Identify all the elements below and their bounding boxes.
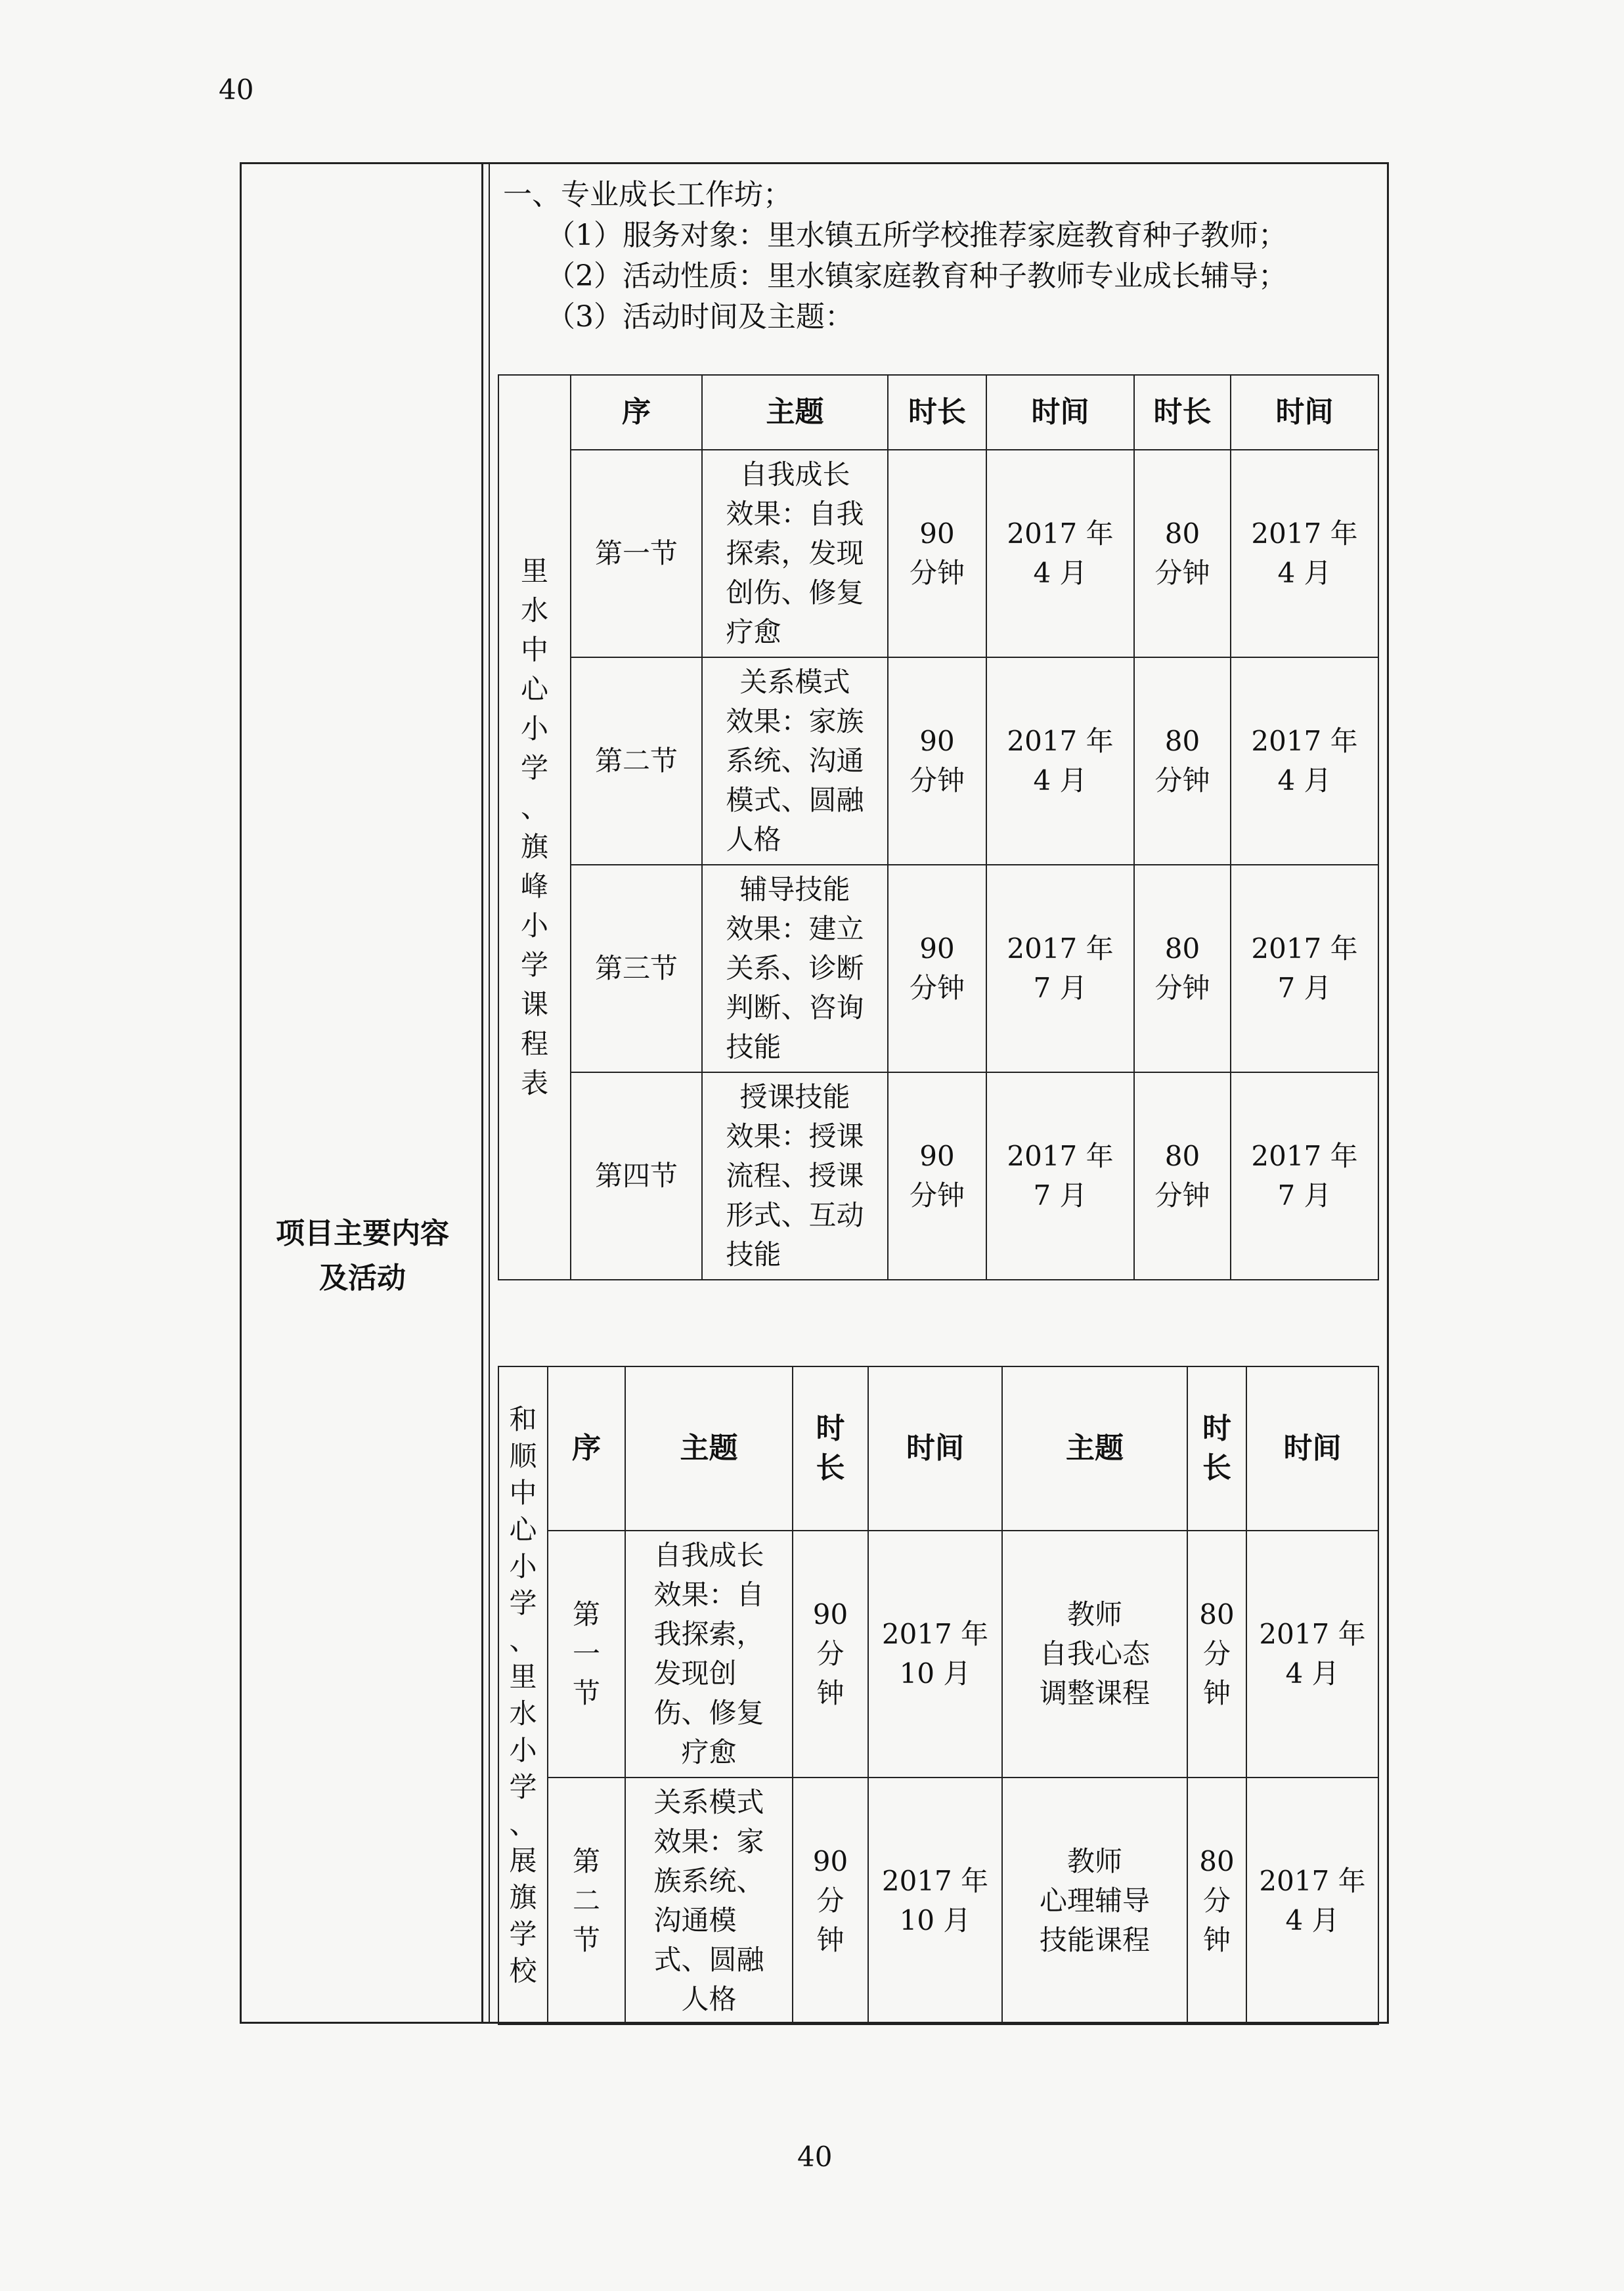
topic-line: 沟通模 [653,1904,737,1936]
header-char: 时 [816,1412,845,1445]
time-cell [1246,1531,1378,1778]
duration-cell-line: 80 [1164,932,1200,965]
topic-line: 系统、沟通 [726,745,864,777]
topic-line: 效果：自我 [726,498,864,530]
topic-line: 疗愈 [681,1736,737,1768]
duration-cell-line: 90 [812,1598,848,1630]
duration-cell-line: 分 [1202,1885,1231,1917]
row-label [242,1211,483,1301]
header-char: 长 [1202,1451,1231,1485]
topic-line: 判断、咨询 [726,992,864,1024]
group-label-char: 小 [520,712,548,745]
table-row [498,450,1378,657]
table-row [498,1778,1378,2024]
group-label-char: 峰 [520,870,548,902]
group-label-char: 和 [509,1403,537,1435]
duration-cell-line: 90 [812,1845,848,1877]
topic-cell [702,865,888,1072]
group-label-char: 旗 [509,1881,537,1913]
group-label-char: 水 [509,1697,537,1730]
session-cell: 第四节 [571,1072,702,1280]
group-label-char: 表 [520,1067,548,1099]
time-cell-line: 2017 年 [1251,932,1358,965]
topic-text [653,1783,764,2019]
row-label-line: 及活动 [319,1261,406,1295]
topic-line: 形式、互动 [726,1199,864,1231]
duration-cell [793,1778,868,2024]
topic-line: 自我成长 [739,458,850,491]
time-cell [868,1778,1002,2024]
topic-cell [702,450,888,657]
group-label-char: 中 [520,634,548,666]
session-char: 第 [572,1598,600,1630]
topic-line: 效果：家族 [726,705,864,737]
topic-line: 授课技能 [739,1081,850,1113]
group-label-char: 学 [520,949,548,981]
topic-line: 式、圆融 [653,1944,764,1976]
header-char: 时 [1202,1412,1231,1445]
topic-line: 创伤、修复 [726,577,864,609]
group-label-char: 学 [509,1587,537,1619]
group-label-char: 旗 [520,831,548,863]
topic-line: 伤、修复 [653,1697,764,1729]
topic-line: 效果：建立 [726,913,864,945]
duration-cell-line: 80 [1164,517,1200,550]
topic-text [726,663,864,860]
topic-cell [702,657,888,865]
duration-cell-line: 分 [816,1638,845,1670]
session-char: 节 [572,1677,600,1709]
session-cell [548,1531,625,1778]
time-cell-line: 4 月 [1033,557,1087,589]
topic-line: 疗愈 [726,616,781,648]
time-cell-line: 2017 年 [1251,1140,1358,1172]
column-header: 时间 [1231,375,1378,450]
topic-line: 效果：家 [653,1825,764,1858]
group-label-char: 小 [520,909,548,942]
duration-cell-line: 80 [1164,1140,1200,1172]
duration-cell-line: 分钟 [909,764,965,796]
topic-cell [625,1531,793,1778]
intro-line-3: （3）活动时间及主题： [546,300,854,334]
topic-text [726,1078,864,1275]
time-cell-line: 2017 年 [1007,932,1114,965]
duration-cell-line: 90 [919,1140,955,1172]
column-header: 序 [571,375,702,450]
group-label-char: 课 [520,988,548,1020]
time-cell [868,1531,1002,1778]
column-header: 主题 [1002,1366,1187,1531]
session-cell: 第二节 [571,657,702,865]
time-cell-line: 7 月 [1277,972,1332,1004]
group-label-char: 心 [520,673,548,705]
time-cell-line: 7 月 [1277,1179,1332,1211]
time-cell-line: 2017 年 [1007,725,1114,757]
time-cell-line: 2017 年 [1251,725,1358,757]
topic-cell [702,1072,888,1280]
duration-cell [793,1531,868,1778]
session-char: 节 [572,1924,600,1956]
time-cell [1231,657,1378,865]
time-cell-line: 2017 年 [1251,517,1358,550]
group-label-char: 小 [509,1550,537,1582]
session-char: 一 [572,1638,600,1670]
group-label [498,1366,548,2024]
intro-line-2: （2）活动性质：里水镇家庭教育种子教师专业成长辅导； [546,259,1287,293]
duration-cell [1134,1072,1231,1280]
time-cell [1231,450,1378,657]
time-cell-line: 4 月 [1285,1657,1340,1690]
topic-text [653,1536,764,1772]
group-label-char: 学 [520,752,548,784]
time-cell-line: 4 月 [1277,764,1332,796]
time-cell-line: 4 月 [1277,557,1332,589]
topic-line: 探索，发现 [726,537,864,569]
topic-line: 关系、诊断 [726,952,864,984]
column-header: 时长 [1134,375,1231,450]
duration-cell-line: 90 [919,517,955,550]
time-cell [986,1072,1134,1280]
topic-line: 技能 [726,1031,781,1063]
topic-line: 族系统、 [653,1865,764,1897]
topic-line: 我探索， [653,1618,764,1650]
topic-line: 流程、授课 [726,1160,864,1192]
duration-cell-line: 90 [919,725,955,757]
group-label-char: 、 [520,791,548,823]
topic-line: 效果：授课 [726,1120,864,1152]
row-label-cell [242,164,483,2022]
topic-cell [625,1778,793,2024]
project-table [240,162,1389,2024]
time-cell-line: 2017 年 [1007,1140,1114,1172]
group-label-char: 水 [520,594,548,626]
column-header: 时间 [1246,1366,1378,1531]
table-row [498,865,1378,1072]
group-label-char: 里 [520,555,548,587]
time-cell [1231,1072,1378,1280]
group-label-char: 里 [509,1661,537,1693]
duration-cell [1134,657,1231,865]
time-cell-line: 4 月 [1285,1904,1340,1936]
topic-line: 自我成长 [653,1539,764,1571]
time-cell-line: 10 月 [899,1657,971,1690]
topic-line: 技能 [726,1238,781,1271]
group-label-char: 、 [509,1808,537,1840]
column-header: 序 [548,1366,625,1531]
topic-line: 关系模式 [653,1786,764,1818]
time-cell-line: 7 月 [1033,1179,1087,1211]
duration-cell [1134,865,1231,1072]
group-label-char: 、 [509,1624,537,1656]
topic-line: 辅导技能 [739,873,850,905]
duration-cell-line: 分钟 [1154,1179,1210,1211]
time-cell [986,450,1134,657]
duration-cell-line: 分 [816,1885,845,1917]
topic-text [726,870,864,1067]
table-header-row [498,1366,1378,1531]
course-cell-line: 心理辅导 [1039,1885,1150,1917]
group-label-char: 展 [509,1844,537,1877]
duration-cell [1187,1531,1246,1778]
header-char: 长 [816,1451,845,1485]
group-label-char: 顺 [509,1440,537,1472]
page-number-top: 40 [219,74,254,106]
duration-cell-line: 钟 [816,1924,845,1956]
topic-text [726,455,864,652]
table-row [498,657,1378,865]
topic-line: 人格 [681,1983,737,2015]
group-label-char: 校 [509,1955,537,1987]
topic-line: 模式、圆融 [726,784,864,816]
column-header: 主题 [625,1366,793,1531]
duration-cell-line: 钟 [1202,1677,1231,1709]
content-cell [483,164,1387,2022]
topic-line: 效果：自 [653,1579,764,1611]
column-header [1187,1366,1246,1531]
time-cell-line: 2017 年 [1007,517,1114,550]
duration-cell [888,865,986,1072]
time-cell [986,657,1134,865]
page-number-bottom: 40 [797,2141,833,2173]
column-header: 时间 [986,375,1134,450]
topic-line: 人格 [726,823,781,856]
session-char: 二 [572,1885,600,1917]
course-cell-line: 教师 [1066,1598,1122,1630]
session-cell: 第三节 [571,865,702,1072]
schedule-table-1 [498,374,1379,1280]
table-row [498,1072,1378,1280]
column-header [793,1366,868,1531]
schedule-table-2 [498,1366,1379,2025]
intro-line-1: （1）服务对象：里水镇五所学校推荐家庭教育种子教师； [546,219,1287,252]
group-label-char: 中 [509,1477,537,1509]
course-cell-line: 调整课程 [1039,1677,1150,1709]
time-cell-line: 2017 年 [1259,1865,1366,1897]
duration-cell [888,657,986,865]
intro-heading: 一、专业成长工作坊； [503,178,792,211]
session-char: 第 [572,1845,600,1877]
group-label-char: 学 [509,1918,537,1950]
duration-cell-line: 分钟 [1154,557,1210,589]
topic-line: 发现创 [653,1657,737,1690]
group-label [498,375,571,1280]
duration-cell-line: 80 [1164,725,1200,757]
duration-cell [1187,1778,1246,2024]
duration-cell-line: 90 [919,932,955,965]
duration-cell-line: 分钟 [1154,972,1210,1004]
topic-line: 关系模式 [739,666,850,698]
duration-cell-line: 分 [1202,1638,1231,1670]
time-cell-line: 2017 年 [881,1865,989,1897]
table-header-row [498,375,1378,450]
session-cell [548,1778,625,2024]
duration-cell [888,450,986,657]
column-header: 时间 [868,1366,1002,1531]
duration-cell [888,1072,986,1280]
duration-cell-line: 分钟 [909,557,965,589]
table-row [498,1531,1378,1778]
group-label-char: 小 [509,1734,537,1766]
duration-cell-line: 钟 [1202,1924,1231,1956]
row-label-line: 项目主要内容 [276,1217,449,1250]
group-label-char: 心 [509,1514,537,1546]
time-cell-line: 4 月 [1033,764,1087,796]
course-cell-line: 技能课程 [1039,1924,1150,1956]
column-header: 时长 [888,375,986,450]
course-cell [1002,1531,1187,1778]
duration-cell-line: 80 [1199,1598,1235,1630]
course-cell-line: 自我心态 [1039,1638,1150,1670]
time-cell [986,865,1134,1072]
course-cell-line: 教师 [1066,1845,1122,1877]
time-cell-line: 2017 年 [1259,1618,1366,1650]
time-cell-line: 7 月 [1033,972,1087,1004]
course-cell [1002,1778,1187,2024]
duration-cell [1134,450,1231,657]
session-cell: 第一节 [571,450,702,657]
time-cell [1246,1778,1378,2024]
duration-cell-line: 分钟 [1154,764,1210,796]
duration-cell-line: 分钟 [909,1179,965,1211]
time-cell-line: 2017 年 [881,1618,989,1650]
time-cell-line: 10 月 [899,1904,971,1936]
duration-cell-line: 分钟 [909,972,965,1004]
column-header: 主题 [702,375,888,450]
duration-cell-line: 80 [1199,1845,1235,1877]
group-label-char: 程 [520,1028,548,1060]
time-cell [1231,865,1378,1072]
duration-cell-line: 钟 [816,1677,845,1709]
group-label-char: 学 [509,1771,537,1803]
